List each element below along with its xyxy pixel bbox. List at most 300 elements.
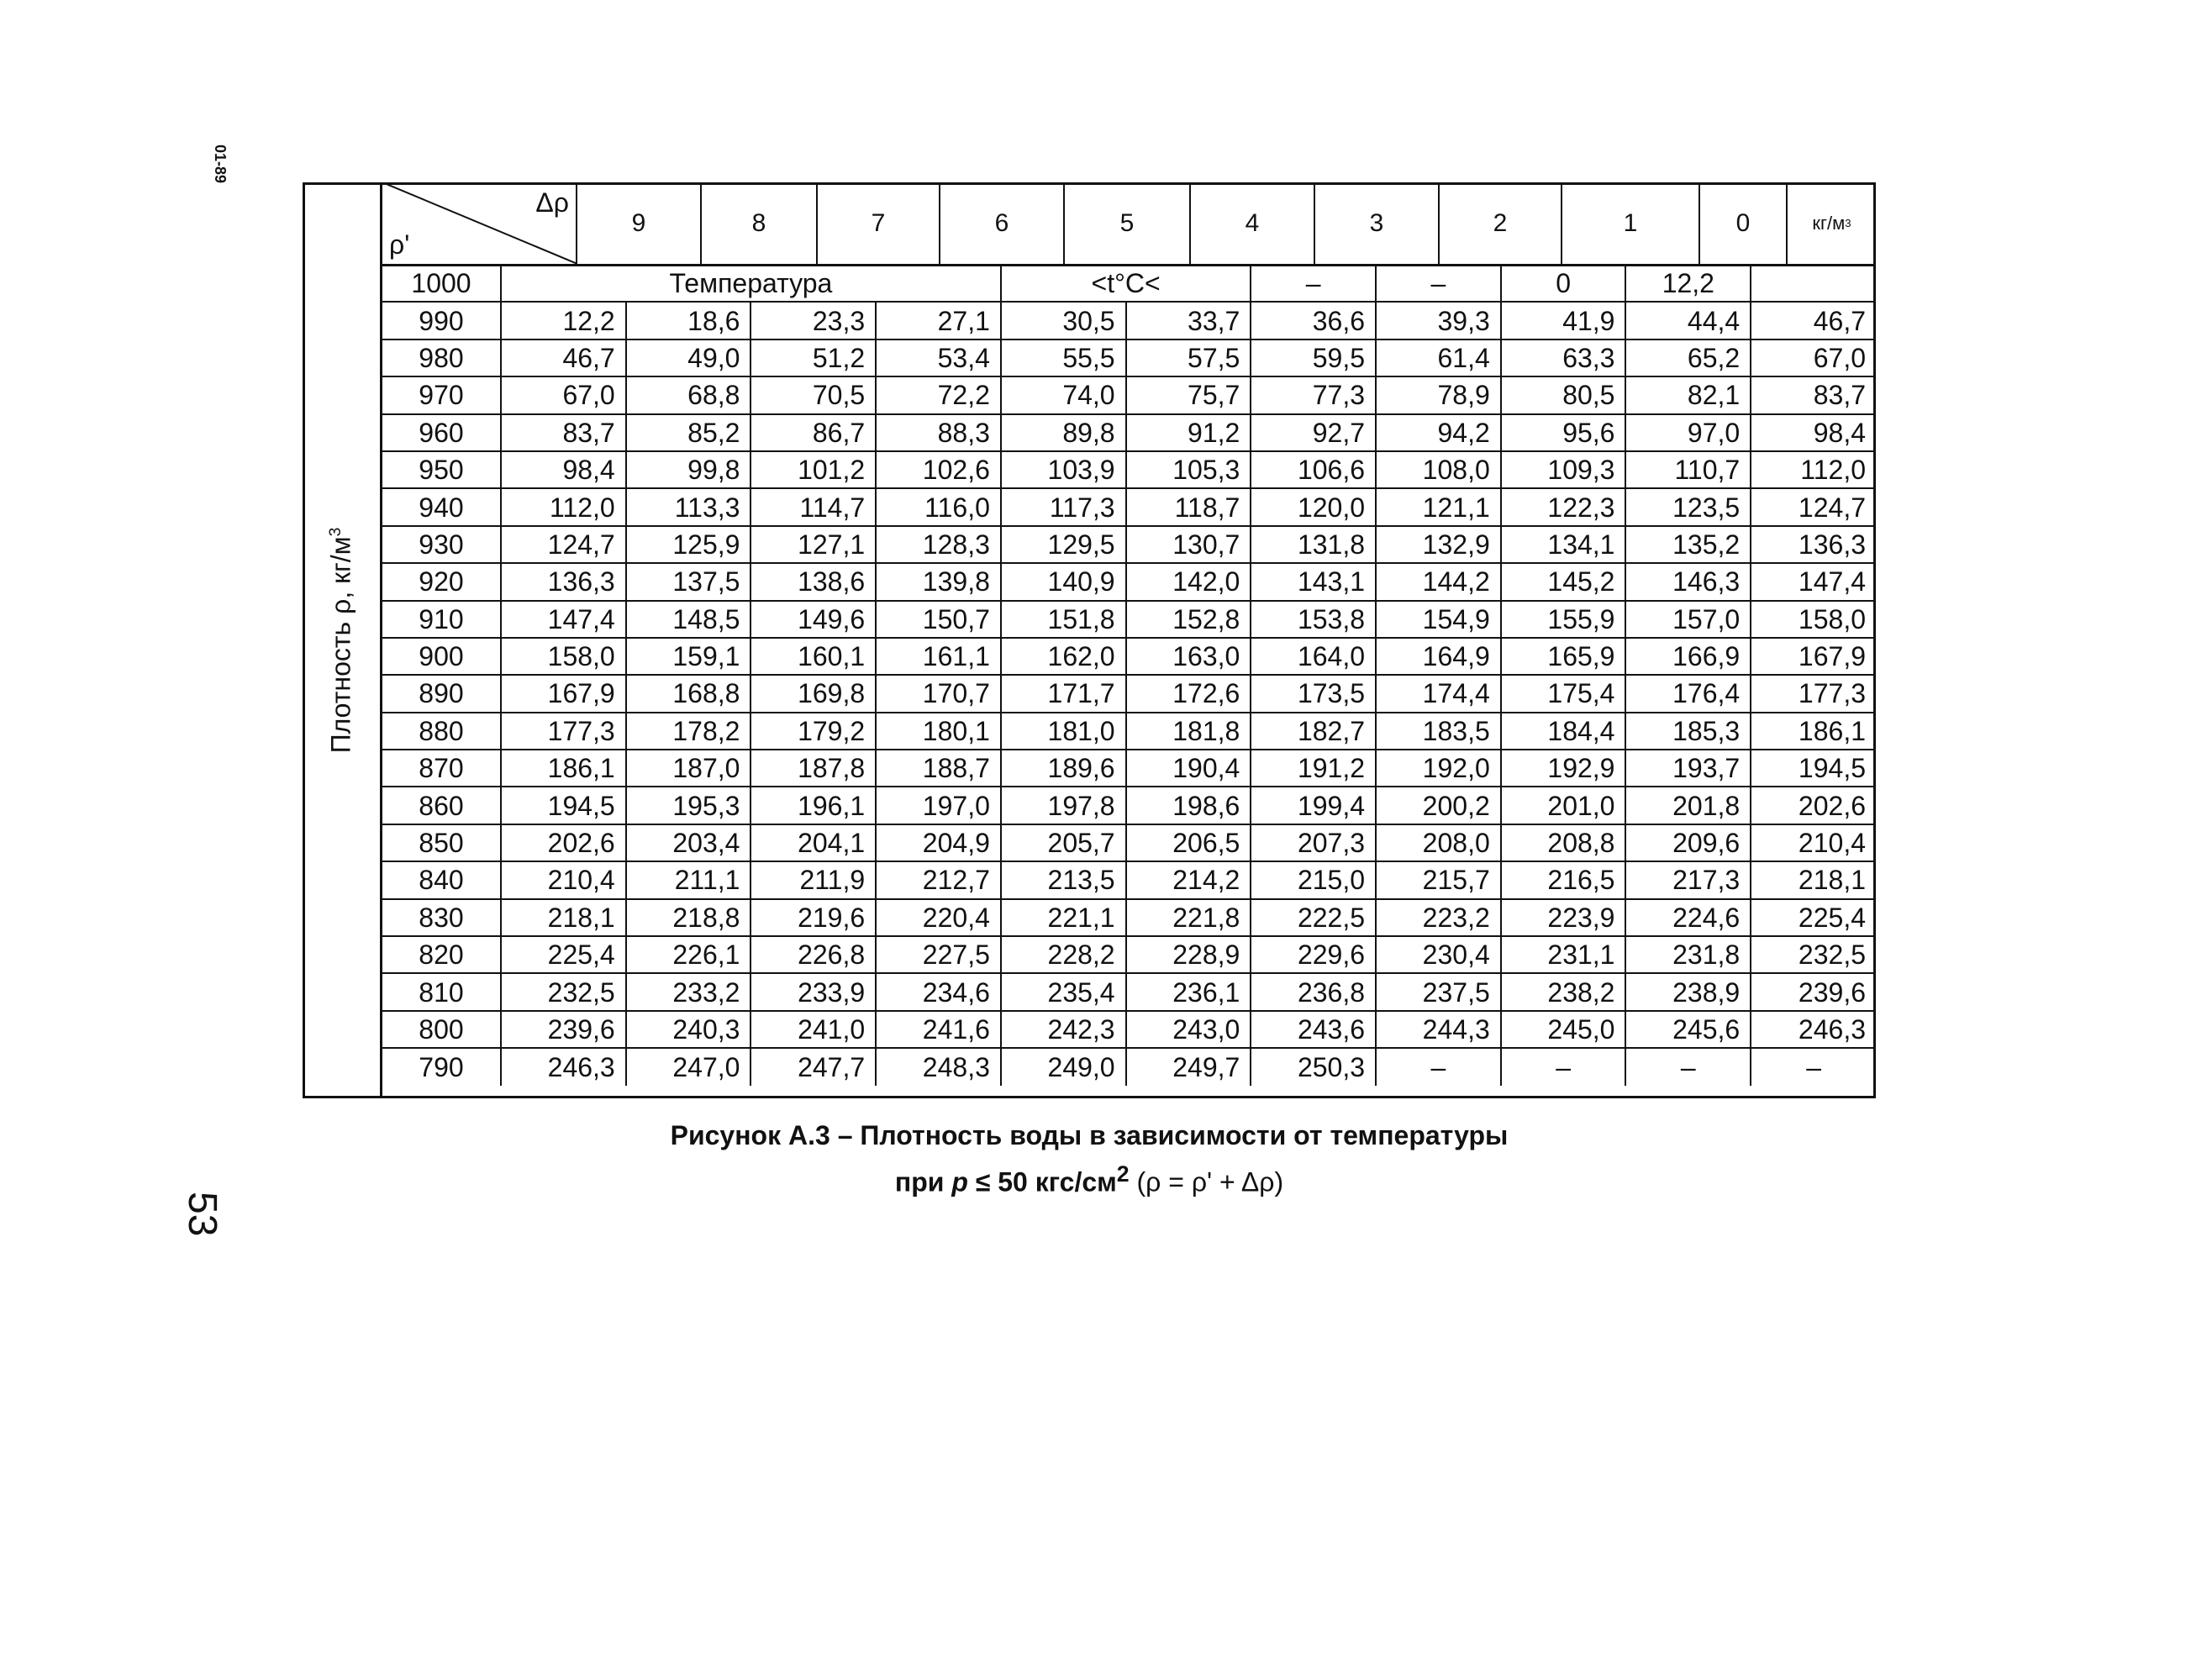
table-cell: 138,6 bbox=[750, 563, 876, 600]
table-cell: 145,2 bbox=[1501, 563, 1626, 600]
table-cell: 235,4 bbox=[1001, 973, 1126, 1010]
header-col-2: 2 bbox=[1440, 182, 1562, 264]
table-cell: 238,2 bbox=[1501, 973, 1626, 1010]
table-cell: 18,6 bbox=[626, 302, 751, 339]
table-cell: 140,9 bbox=[1001, 563, 1126, 600]
table-cell: 178,2 bbox=[626, 713, 751, 750]
table-cell: 150,7 bbox=[876, 601, 1001, 638]
table-cell: – bbox=[1625, 1048, 1751, 1085]
table-cell: 211,9 bbox=[750, 861, 876, 898]
table-cell: 165,9 bbox=[1501, 638, 1626, 675]
row-density: 810 bbox=[382, 973, 501, 1010]
table-cell: 238,9 bbox=[1625, 973, 1751, 1010]
table-cell: 164,0 bbox=[1251, 638, 1376, 675]
table-cell: 136,3 bbox=[1751, 526, 1876, 563]
table-cell: 214,2 bbox=[1126, 861, 1251, 898]
table-cell: 194,5 bbox=[1751, 750, 1876, 787]
caption-pressure: ≤ 50 кгс/см bbox=[967, 1166, 1117, 1197]
table-cell: 63,3 bbox=[1501, 339, 1626, 376]
table-cell: 198,6 bbox=[1126, 787, 1251, 824]
table-cell: 208,0 bbox=[1376, 824, 1501, 861]
table-cell: 158,0 bbox=[1751, 601, 1876, 638]
caption-formula: (ρ = ρ' + Δρ) bbox=[1129, 1166, 1284, 1197]
table-cell: 146,3 bbox=[1625, 563, 1751, 600]
table-cell: 189,6 bbox=[1001, 750, 1126, 787]
density-axis-unit-sup: 3 bbox=[326, 527, 345, 537]
row-density: 930 bbox=[382, 526, 501, 563]
table-cell: 206,5 bbox=[1126, 824, 1251, 861]
table-cell: 170,7 bbox=[876, 675, 1001, 712]
table-cell: 225,4 bbox=[501, 936, 626, 973]
table-cell: 160,1 bbox=[750, 638, 876, 675]
table-cell: 152,8 bbox=[1126, 601, 1251, 638]
table-cell: 112,0 bbox=[1751, 451, 1876, 488]
table-cell: 51,2 bbox=[750, 339, 876, 376]
table-cell: 212,7 bbox=[876, 861, 1001, 898]
table-cell: 30,5 bbox=[1001, 302, 1126, 339]
subheader-rho: 1000 bbox=[382, 265, 501, 302]
table-cell: 70,5 bbox=[750, 376, 876, 413]
row-density: 850 bbox=[382, 824, 501, 861]
table-cell: 220,4 bbox=[876, 899, 1001, 936]
table-cell: 207,3 bbox=[1251, 824, 1376, 861]
subheader-cell bbox=[1751, 265, 1876, 302]
table-cell: 218,1 bbox=[501, 899, 626, 936]
table-cell: 124,7 bbox=[1751, 488, 1876, 525]
table-cell: 112,0 bbox=[501, 488, 626, 525]
table-cell: 223,2 bbox=[1376, 899, 1501, 936]
table-cell: 223,9 bbox=[1501, 899, 1626, 936]
table-cell: 225,4 bbox=[1751, 899, 1876, 936]
table-cell: 159,1 bbox=[626, 638, 751, 675]
table-cell: 173,5 bbox=[1251, 675, 1376, 712]
table-row bbox=[382, 601, 1876, 638]
table-cell: 218,1 bbox=[1751, 861, 1876, 898]
table-cell: 205,7 bbox=[1001, 824, 1126, 861]
table-cell: 229,6 bbox=[1251, 936, 1376, 973]
table-cell: 155,9 bbox=[1501, 601, 1626, 638]
table-cell: 200,2 bbox=[1376, 787, 1501, 824]
table-cell: 210,4 bbox=[1751, 824, 1876, 861]
table-cell: 166,9 bbox=[1625, 638, 1751, 675]
table-cell: 201,8 bbox=[1625, 787, 1751, 824]
table-cell: 103,9 bbox=[1001, 451, 1126, 488]
row-density: 790 bbox=[382, 1048, 501, 1085]
unit-label: кг/м bbox=[1812, 212, 1846, 234]
table-cell: 179,2 bbox=[750, 713, 876, 750]
table-cell: 204,9 bbox=[876, 824, 1001, 861]
caption-sup: 2 bbox=[1116, 1161, 1130, 1187]
table-cell: 109,3 bbox=[1501, 451, 1626, 488]
table-cell: 33,7 bbox=[1126, 302, 1251, 339]
table-row bbox=[382, 936, 1876, 973]
table-cell: 234,6 bbox=[876, 973, 1001, 1010]
density-axis-label bbox=[326, 528, 357, 754]
table-cell: 192,9 bbox=[1501, 750, 1626, 787]
table-cell: 215,7 bbox=[1376, 861, 1501, 898]
table-cell: 134,1 bbox=[1501, 526, 1626, 563]
table-cell: 91,2 bbox=[1126, 414, 1251, 451]
subheader-cell: – bbox=[1376, 265, 1501, 302]
row-density: 830 bbox=[382, 899, 501, 936]
table-cell: 202,6 bbox=[1751, 787, 1876, 824]
table-row bbox=[382, 713, 1876, 750]
table-cell: 116,0 bbox=[876, 488, 1001, 525]
table-cell: 49,0 bbox=[626, 339, 751, 376]
table-cell: 169,8 bbox=[750, 675, 876, 712]
table-cell: 182,7 bbox=[1251, 713, 1376, 750]
table-cell: 139,8 bbox=[876, 563, 1001, 600]
table-cell: 175,4 bbox=[1501, 675, 1626, 712]
table-cell: 197,8 bbox=[1001, 787, 1126, 824]
table-cell: 237,5 bbox=[1376, 973, 1501, 1010]
row-density: 970 bbox=[382, 376, 501, 413]
header-unit-cell bbox=[1788, 182, 1876, 264]
row-density: 940 bbox=[382, 488, 501, 525]
table-cell: 187,0 bbox=[626, 750, 751, 787]
table-cell: 190,4 bbox=[1126, 750, 1251, 787]
table-cell: 137,5 bbox=[626, 563, 751, 600]
table-cell: 95,6 bbox=[1501, 414, 1626, 451]
table-cell: 129,5 bbox=[1001, 526, 1126, 563]
table-cell: 147,4 bbox=[1751, 563, 1876, 600]
table-cell: 105,3 bbox=[1126, 451, 1251, 488]
table-cell: 113,3 bbox=[626, 488, 751, 525]
table-cell: 250,3 bbox=[1251, 1048, 1376, 1085]
table-row bbox=[382, 526, 1876, 563]
table-cell: 125,9 bbox=[626, 526, 751, 563]
table-cell: 193,7 bbox=[1625, 750, 1751, 787]
table-cell: 228,2 bbox=[1001, 936, 1126, 973]
table-cell: 196,1 bbox=[750, 787, 876, 824]
table-row bbox=[382, 675, 1876, 712]
table-row bbox=[382, 787, 1876, 824]
table-cell: 148,5 bbox=[626, 601, 751, 638]
table-cell: 130,7 bbox=[1126, 526, 1251, 563]
density-table bbox=[382, 264, 1876, 1086]
header-col-0: 0 bbox=[1700, 182, 1788, 264]
table-cell: 136,3 bbox=[501, 563, 626, 600]
table-cell: 83,7 bbox=[1751, 376, 1876, 413]
table-cell: 114,7 bbox=[750, 488, 876, 525]
table-cell: 53,4 bbox=[876, 339, 1001, 376]
row-density: 900 bbox=[382, 638, 501, 675]
header-col-1: 1 bbox=[1562, 182, 1700, 264]
header-corner-cell bbox=[382, 182, 577, 264]
table-cell: 97,0 bbox=[1625, 414, 1751, 451]
table-cell: 171,7 bbox=[1001, 675, 1126, 712]
table-cell: 80,5 bbox=[1501, 376, 1626, 413]
row-density: 990 bbox=[382, 302, 501, 339]
row-density: 860 bbox=[382, 787, 501, 824]
table-cell: 167,9 bbox=[501, 675, 626, 712]
table-cell: 12,2 bbox=[501, 302, 626, 339]
table-cell: 231,1 bbox=[1501, 936, 1626, 973]
table-cell: 197,0 bbox=[876, 787, 1001, 824]
table-cell: 75,7 bbox=[1126, 376, 1251, 413]
table-cell: 78,9 bbox=[1376, 376, 1501, 413]
table-cell: 98,4 bbox=[501, 451, 626, 488]
table-cell: 123,5 bbox=[1625, 488, 1751, 525]
row-density: 890 bbox=[382, 675, 501, 712]
table-cell: 236,8 bbox=[1251, 973, 1376, 1010]
table-cell: 232,5 bbox=[1751, 936, 1876, 973]
subheader-cell: – bbox=[1251, 265, 1376, 302]
table-cell: 57,5 bbox=[1126, 339, 1251, 376]
table-cell: 110,7 bbox=[1625, 451, 1751, 488]
table-cell: 89,8 bbox=[1001, 414, 1126, 451]
table-cell: 118,7 bbox=[1126, 488, 1251, 525]
table-cell: 227,5 bbox=[876, 936, 1001, 973]
table-cell: 209,6 bbox=[1625, 824, 1751, 861]
table-row bbox=[382, 750, 1876, 787]
table-cell: 61,4 bbox=[1376, 339, 1501, 376]
row-density: 920 bbox=[382, 563, 501, 600]
table-row bbox=[382, 899, 1876, 936]
row-density: 820 bbox=[382, 936, 501, 973]
table-cell: 164,9 bbox=[1376, 638, 1501, 675]
table-cell: 82,1 bbox=[1625, 376, 1751, 413]
table-cell: 67,0 bbox=[1751, 339, 1876, 376]
table-cell: 68,8 bbox=[626, 376, 751, 413]
rho-prime-label: ρ' bbox=[389, 229, 410, 260]
row-density: 800 bbox=[382, 1011, 501, 1048]
table-cell: 210,4 bbox=[501, 861, 626, 898]
table-cell: 180,1 bbox=[876, 713, 1001, 750]
caption-line-1: Рисунок А.3 – Плотность воды в зависимости от температуры bbox=[670, 1120, 1509, 1150]
table-cell: 46,7 bbox=[501, 339, 626, 376]
table-cell: 94,2 bbox=[1376, 414, 1501, 451]
table-cell: 157,0 bbox=[1625, 601, 1751, 638]
table-row bbox=[382, 1011, 1876, 1048]
table-row bbox=[382, 973, 1876, 1010]
table-cell: 218,8 bbox=[626, 899, 751, 936]
table-cell: 201,0 bbox=[1501, 787, 1626, 824]
header-col-5: 5 bbox=[1065, 182, 1191, 264]
table-cell: 172,6 bbox=[1126, 675, 1251, 712]
table-cell: 228,9 bbox=[1126, 936, 1251, 973]
table-cell: 122,3 bbox=[1501, 488, 1626, 525]
table-cell: 226,1 bbox=[626, 936, 751, 973]
table-cell: 215,0 bbox=[1251, 861, 1376, 898]
density-axis-text: Плотность ρ, кг/м bbox=[325, 536, 356, 754]
table-cell: 192,0 bbox=[1376, 750, 1501, 787]
table-cell: 102,6 bbox=[876, 451, 1001, 488]
table-cell: 217,3 bbox=[1625, 861, 1751, 898]
table-cell: 92,7 bbox=[1251, 414, 1376, 451]
row-density: 910 bbox=[382, 601, 501, 638]
header-row bbox=[382, 182, 1876, 266]
table-cell: 181,0 bbox=[1001, 713, 1126, 750]
table-cell: 117,3 bbox=[1001, 488, 1126, 525]
table-cell: 85,2 bbox=[626, 414, 751, 451]
table-cell: – bbox=[1376, 1048, 1501, 1085]
row-density: 960 bbox=[382, 414, 501, 451]
table-cell: 39,3 bbox=[1376, 302, 1501, 339]
table-cell: 241,0 bbox=[750, 1011, 876, 1048]
table-cell: 121,1 bbox=[1376, 488, 1501, 525]
table-cell: 174,4 bbox=[1376, 675, 1501, 712]
table-cell: 124,7 bbox=[501, 526, 626, 563]
table-row bbox=[382, 563, 1876, 600]
table-cell: 222,5 bbox=[1251, 899, 1376, 936]
table-cell: 144,2 bbox=[1376, 563, 1501, 600]
table-row bbox=[382, 1048, 1876, 1085]
temperature-label: Температура bbox=[501, 265, 1001, 302]
table-cell: – bbox=[1751, 1048, 1876, 1085]
table-row bbox=[382, 488, 1876, 525]
table-row bbox=[382, 339, 1876, 376]
table-cell: 143,1 bbox=[1251, 563, 1376, 600]
table-cell: 77,3 bbox=[1251, 376, 1376, 413]
table-cell: 204,1 bbox=[750, 824, 876, 861]
subheader-cell: 12,2 bbox=[1625, 265, 1751, 302]
table-row bbox=[382, 414, 1876, 451]
table-cell: 208,8 bbox=[1501, 824, 1626, 861]
table-cell: 168,8 bbox=[626, 675, 751, 712]
table-cell: 203,4 bbox=[626, 824, 751, 861]
table-cell: 88,3 bbox=[876, 414, 1001, 451]
table-cell: 167,9 bbox=[1751, 638, 1876, 675]
table-cell: 101,2 bbox=[750, 451, 876, 488]
row-density: 950 bbox=[382, 451, 501, 488]
table-row bbox=[382, 451, 1876, 488]
subheader-cell: 0 bbox=[1501, 265, 1626, 302]
table-cell: 44,4 bbox=[1625, 302, 1751, 339]
table-cell: 230,4 bbox=[1376, 936, 1501, 973]
page-number: 53 bbox=[180, 1192, 224, 1237]
table-cell: 132,9 bbox=[1376, 526, 1501, 563]
table-cell: 236,1 bbox=[1126, 973, 1251, 1010]
table-cell: 55,5 bbox=[1001, 339, 1126, 376]
table-cell: 243,0 bbox=[1126, 1011, 1251, 1048]
table-cell: 245,6 bbox=[1625, 1011, 1751, 1048]
table-cell: 127,1 bbox=[750, 526, 876, 563]
document-code: 01-89 bbox=[212, 145, 229, 184]
table-cell: 120,0 bbox=[1251, 488, 1376, 525]
table-cell: 199,4 bbox=[1251, 787, 1376, 824]
table-cell: 245,0 bbox=[1501, 1011, 1626, 1048]
table-cell: 99,8 bbox=[626, 451, 751, 488]
table-cell: 224,6 bbox=[1625, 899, 1751, 936]
temperature-range-label: <t°C< bbox=[1001, 265, 1251, 302]
table-cell: 41,9 bbox=[1501, 302, 1626, 339]
table-cell: 186,1 bbox=[501, 750, 626, 787]
table-cell: 246,3 bbox=[501, 1048, 626, 1085]
table-cell: 106,6 bbox=[1251, 451, 1376, 488]
table-cell: 154,9 bbox=[1376, 601, 1501, 638]
subheader-row bbox=[382, 265, 1876, 302]
table-cell: 233,9 bbox=[750, 973, 876, 1010]
header-col-8: 8 bbox=[702, 182, 818, 264]
table-cell: 249,7 bbox=[1126, 1048, 1251, 1085]
table-cell: 226,8 bbox=[750, 936, 876, 973]
table-cell: 183,5 bbox=[1376, 713, 1501, 750]
table-row bbox=[382, 376, 1876, 413]
table-cell: 241,6 bbox=[876, 1011, 1001, 1048]
table-row bbox=[382, 824, 1876, 861]
table-cell: 188,7 bbox=[876, 750, 1001, 787]
table-cell: 67,0 bbox=[501, 376, 626, 413]
table-cell: 249,0 bbox=[1001, 1048, 1126, 1085]
figure-caption bbox=[303, 1116, 1876, 1202]
table-cell: 176,4 bbox=[1625, 675, 1751, 712]
table-cell: 240,3 bbox=[626, 1011, 751, 1048]
row-density: 880 bbox=[382, 713, 501, 750]
table-row bbox=[382, 302, 1876, 339]
table-cell: 185,3 bbox=[1625, 713, 1751, 750]
table-cell: 98,4 bbox=[1751, 414, 1876, 451]
table-cell: 161,1 bbox=[876, 638, 1001, 675]
table-cell: 184,4 bbox=[1501, 713, 1626, 750]
header-col-3: 3 bbox=[1315, 182, 1440, 264]
row-density: 870 bbox=[382, 750, 501, 787]
table-cell: 135,2 bbox=[1625, 526, 1751, 563]
row-density: 840 bbox=[382, 861, 501, 898]
table-cell: 177,3 bbox=[1751, 675, 1876, 712]
table-cell: 72,2 bbox=[876, 376, 1001, 413]
table-cell: 247,0 bbox=[626, 1048, 751, 1085]
table-cell: 213,5 bbox=[1001, 861, 1126, 898]
table-cell: 163,0 bbox=[1126, 638, 1251, 675]
header-col-7: 7 bbox=[818, 182, 940, 264]
table-cell: 86,7 bbox=[750, 414, 876, 451]
unit-sup: 3 bbox=[1845, 217, 1851, 229]
table-cell: 247,7 bbox=[750, 1048, 876, 1085]
table-cell: 231,8 bbox=[1625, 936, 1751, 973]
table-cell: 59,5 bbox=[1251, 339, 1376, 376]
table-cell: 27,1 bbox=[876, 302, 1001, 339]
table-cell: 219,6 bbox=[750, 899, 876, 936]
table-cell: 108,0 bbox=[1376, 451, 1501, 488]
table-cell: 243,6 bbox=[1251, 1011, 1376, 1048]
header-col-9: 9 bbox=[577, 182, 702, 264]
table-cell: 36,6 bbox=[1251, 302, 1376, 339]
table-cell: 128,3 bbox=[876, 526, 1001, 563]
table-cell: 149,6 bbox=[750, 601, 876, 638]
delta-rho-label: Δρ bbox=[535, 187, 569, 218]
table-cell: 239,6 bbox=[501, 1011, 626, 1048]
table-cell: – bbox=[1501, 1048, 1626, 1085]
table-cell: 187,8 bbox=[750, 750, 876, 787]
table-cell: 211,1 bbox=[626, 861, 751, 898]
table-cell: 142,0 bbox=[1126, 563, 1251, 600]
table-cell: 202,6 bbox=[501, 824, 626, 861]
header-col-4: 4 bbox=[1191, 182, 1315, 264]
row-density: 980 bbox=[382, 339, 501, 376]
table-cell: 46,7 bbox=[1751, 302, 1876, 339]
caption-line-2 bbox=[303, 1155, 1876, 1202]
table-row bbox=[382, 638, 1876, 675]
table-cell: 232,5 bbox=[501, 973, 626, 1010]
table-cell: 181,8 bbox=[1126, 713, 1251, 750]
table-cell: 162,0 bbox=[1001, 638, 1126, 675]
table-row bbox=[382, 861, 1876, 898]
table-cell: 244,3 bbox=[1376, 1011, 1501, 1048]
caption-pre: при bbox=[894, 1166, 952, 1197]
table-cell: 186,1 bbox=[1751, 713, 1876, 750]
table-cell: 216,5 bbox=[1501, 861, 1626, 898]
header-col-6: 6 bbox=[940, 182, 1065, 264]
table-cell: 131,8 bbox=[1251, 526, 1376, 563]
table-cell: 158,0 bbox=[501, 638, 626, 675]
table-cell: 239,6 bbox=[1751, 973, 1876, 1010]
table-cell: 74,0 bbox=[1001, 376, 1126, 413]
table-cell: 248,3 bbox=[876, 1048, 1001, 1085]
table-cell: 65,2 bbox=[1625, 339, 1751, 376]
table-cell: 242,3 bbox=[1001, 1011, 1126, 1048]
table-cell: 221,8 bbox=[1126, 899, 1251, 936]
